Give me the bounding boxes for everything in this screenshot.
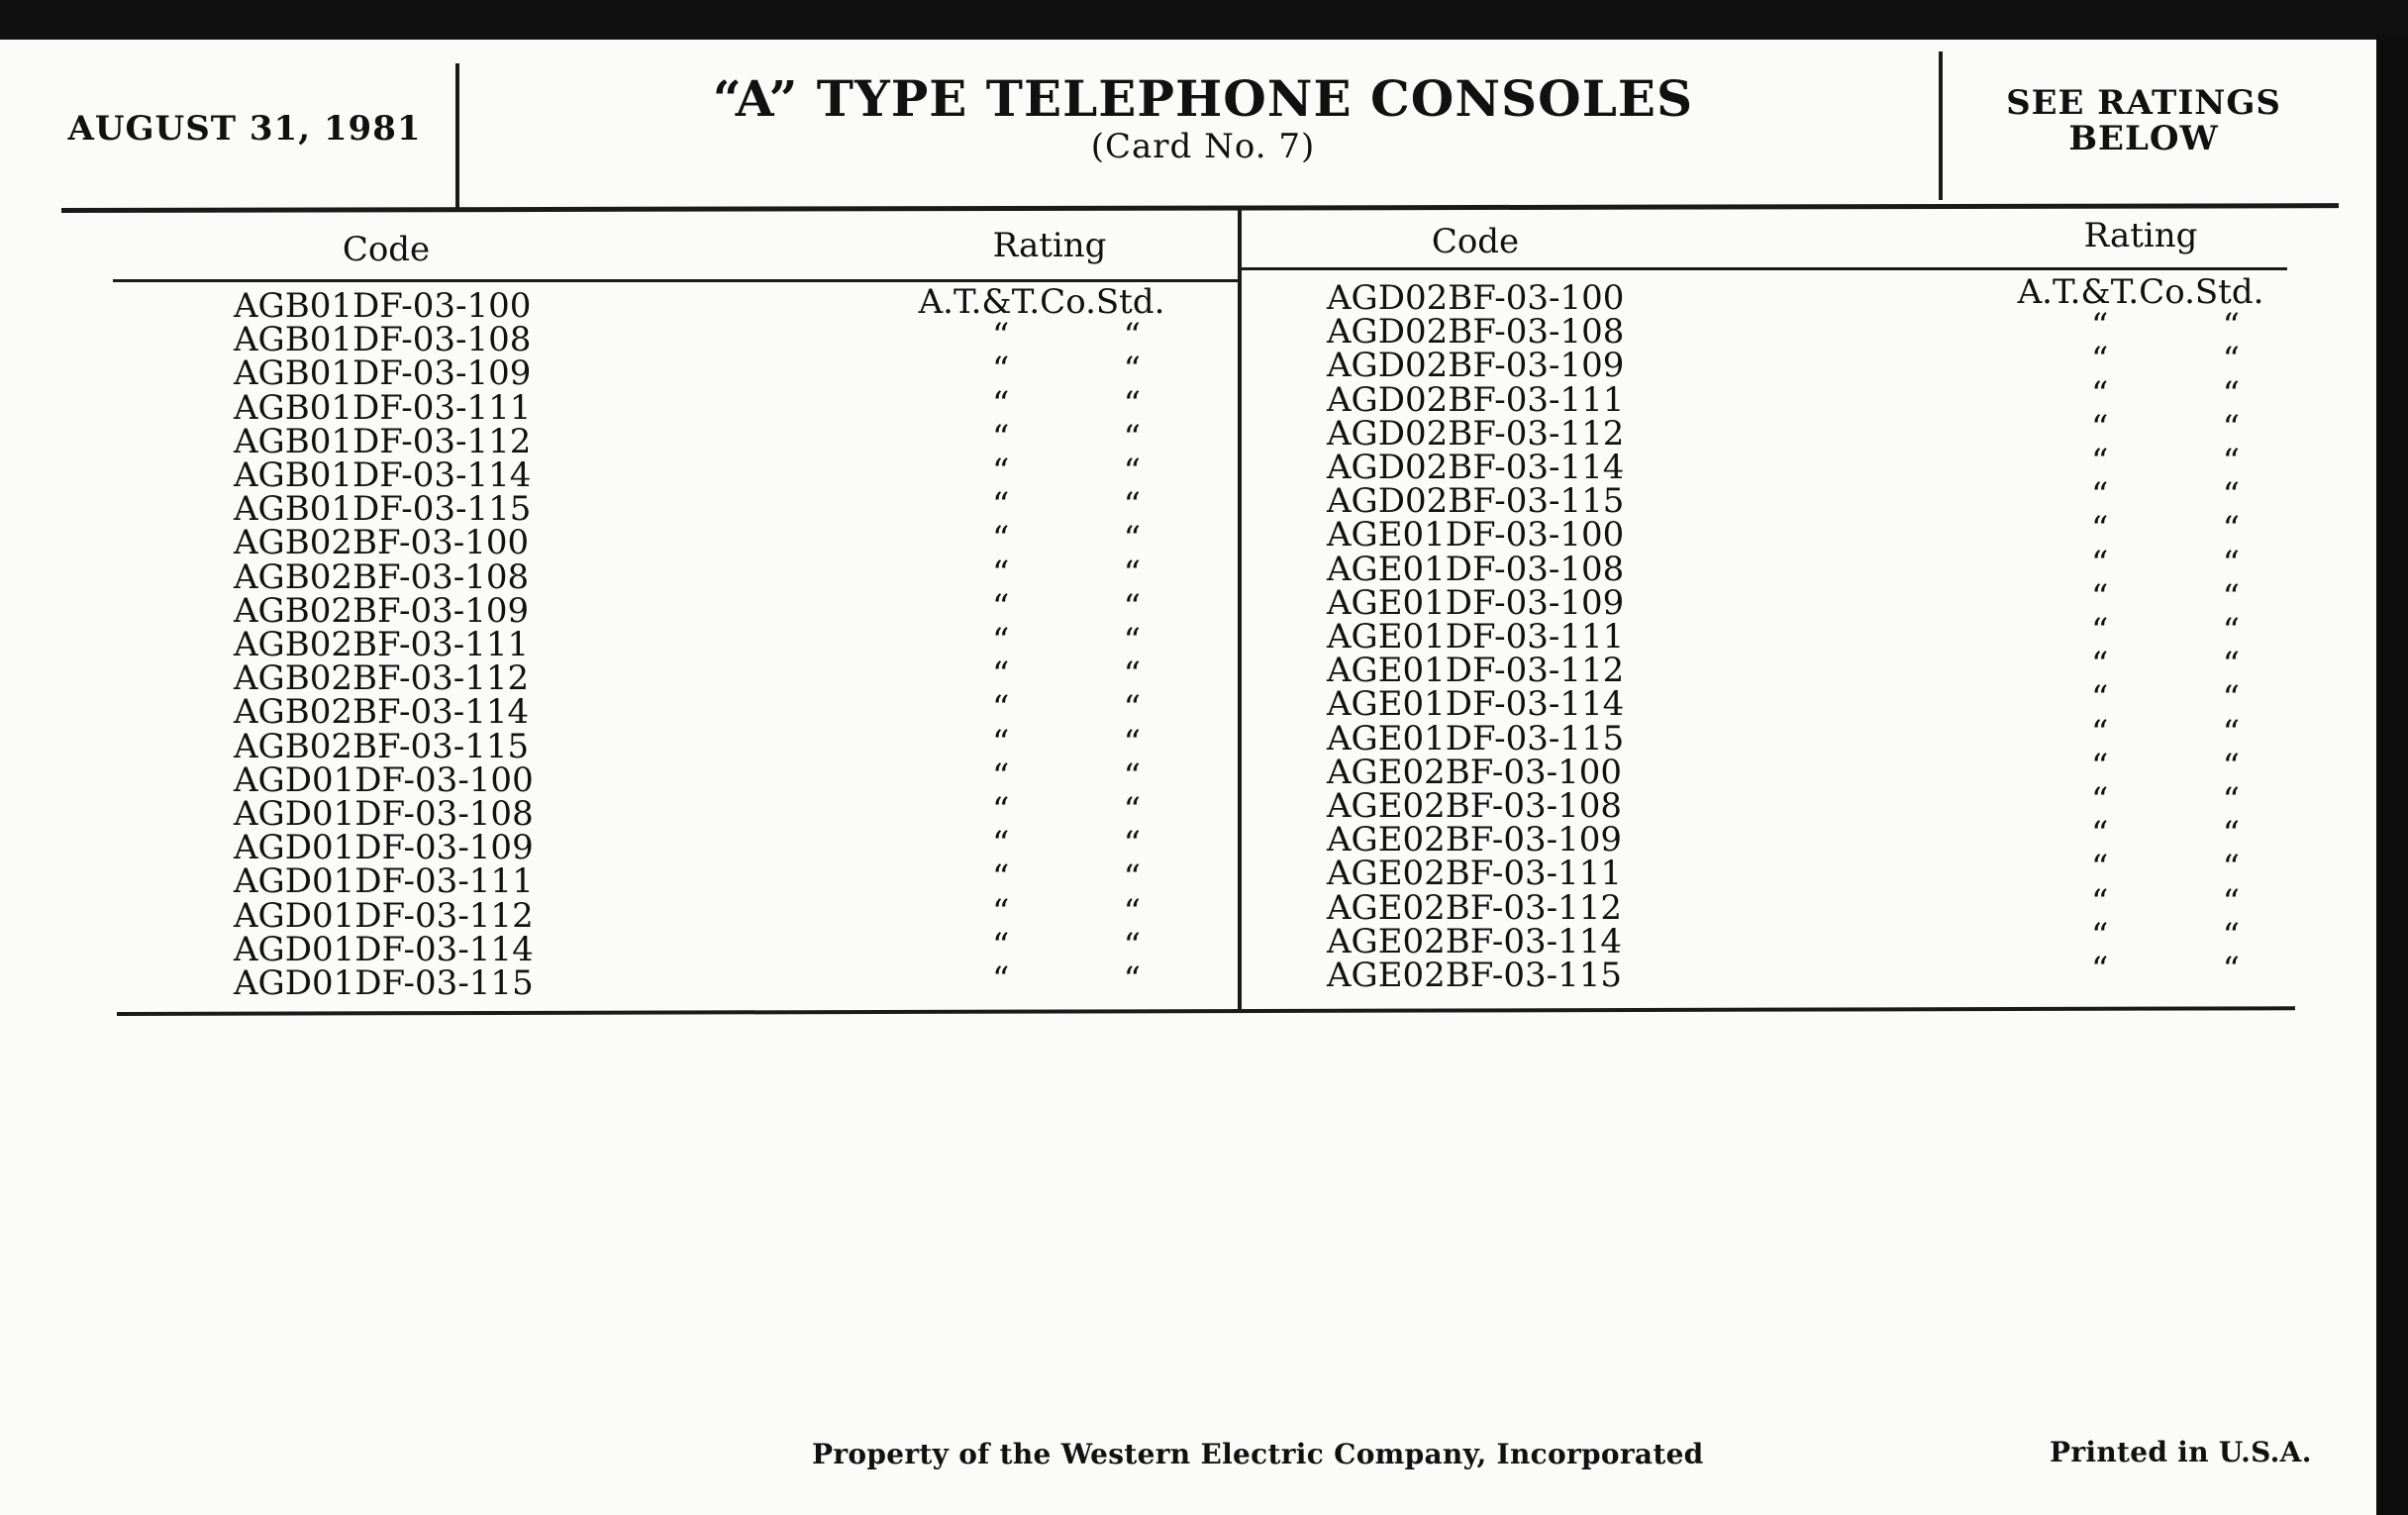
ditto-mark: “ (992, 350, 1010, 390)
table-row-code: AGB01DF-03-100 (234, 286, 532, 326)
ditto-mark: “ (1123, 383, 1141, 424)
ditto-mark: “ (2222, 712, 2240, 753)
ditto-mark: “ (2222, 915, 2240, 956)
table-row-code: AGD01DF-03-109 (234, 828, 534, 868)
table-row-code: AGB02BF-03-108 (234, 556, 530, 597)
ditto-mark: “ (992, 722, 1010, 762)
ditto-mark: “ (2222, 576, 2240, 617)
table-row-code: AGB01DF-03-115 (234, 489, 532, 530)
table-row-code: AGD01DF-03-108 (234, 794, 534, 835)
ditto-mark: “ (1123, 452, 1141, 492)
ditto-mark: “ (2222, 340, 2240, 380)
table-row-code: AGD02BF-03-115 (1327, 481, 1625, 522)
table-row-rating-ditto (2091, 475, 2240, 516)
ditto-mark: “ (1123, 519, 1141, 559)
ditto-mark: “ (1123, 316, 1141, 356)
header-divider-left (455, 63, 459, 212)
table-row-rating-ditto (992, 960, 1141, 1000)
ditto-mark: “ (2091, 780, 2109, 821)
table-row-rating-ditto (2091, 509, 2240, 550)
table-row-rating-ditto (992, 519, 1141, 559)
table-row-rating-ditto (992, 655, 1141, 695)
ditto-mark: “ (2091, 881, 2109, 922)
ditto-mark: “ (2091, 746, 2109, 786)
ditto-mark: “ (2091, 373, 2109, 414)
table-row-code: AGE02BF-03-112 (1327, 887, 1622, 928)
right-code-header: Code (1431, 222, 1520, 261)
ditto-mark: “ (1123, 688, 1141, 729)
table-row-rating-ditto (992, 553, 1141, 593)
table-row-code: AGB01DF-03-111 (234, 387, 532, 428)
table-row-rating-ditto (992, 925, 1141, 965)
table-row-code: AGE01DF-03-100 (1327, 515, 1625, 556)
ditto-mark: “ (992, 586, 1010, 627)
table-row-code: AGD02BF-03-108 (1327, 312, 1625, 353)
table-row-rating-ditto (992, 417, 1141, 457)
ditto-mark: “ (992, 383, 1010, 424)
ditto-mark: “ (992, 960, 1010, 1000)
table-row-code: AGB01DF-03-109 (234, 354, 532, 394)
table-row-rating-ditto (2091, 543, 2240, 583)
ditto-mark: “ (2091, 950, 2109, 990)
table-row-rating-ditto (992, 383, 1141, 424)
table-row-code: AGE02BF-03-100 (1327, 752, 1622, 792)
table-row-code: AGE01DF-03-109 (1327, 582, 1625, 623)
ditto-mark: “ (992, 858, 1010, 898)
table-center-divider (1238, 210, 1242, 1010)
ditto-mark: “ (992, 891, 1010, 932)
ditto-mark: “ (1123, 621, 1141, 661)
table-row-rating-ditto (992, 824, 1141, 864)
ditto-mark: “ (1123, 756, 1141, 796)
ditto-mark: “ (2222, 407, 2240, 448)
ditto-mark: “ (1123, 960, 1141, 1000)
ditto-mark: “ (1123, 553, 1141, 593)
ditto-mark: “ (2091, 475, 2109, 516)
right-header-underline (1240, 267, 2287, 270)
ditto-mark: “ (1123, 891, 1141, 932)
right-rating-list (2017, 272, 2269, 990)
ditto-mark: “ (2222, 509, 2240, 550)
ditto-mark: “ (1123, 858, 1141, 898)
table-row-code: AGE02BF-03-114 (1327, 921, 1622, 961)
table-row-code: AGD01DF-03-100 (234, 759, 534, 800)
ditto-mark: “ (2222, 678, 2240, 719)
ditto-mark: “ (1123, 485, 1141, 526)
table-row-code: AGE01DF-03-112 (1327, 651, 1625, 691)
table-row-rating-ditto (992, 688, 1141, 729)
table-row-rating-ditto (2091, 340, 2240, 380)
ditto-mark: “ (2091, 611, 2109, 652)
table-row-code: AGD01DF-03-111 (234, 861, 534, 902)
table-row-rating-ditto (2091, 780, 2240, 821)
ditto-mark: “ (2091, 814, 2109, 855)
ditto-mark: “ (1123, 417, 1141, 457)
table-row-code: AGD01DF-03-114 (234, 929, 534, 969)
table-row-code: AGB02BF-03-100 (234, 523, 530, 563)
ditto-mark: “ (2222, 611, 2240, 652)
ditto-mark: “ (1123, 790, 1141, 831)
table-row-code: AGE01DF-03-115 (1327, 718, 1625, 758)
card-number: (Card No. 7) (1090, 127, 1316, 166)
ditto-mark: “ (992, 485, 1010, 526)
card-date: AUGUST 31, 1981 (67, 109, 422, 149)
ditto-mark: “ (2222, 442, 2240, 482)
table-row-code: AGB02BF-03-111 (234, 625, 530, 665)
table-row-rating-ditto (992, 586, 1141, 627)
table-row-rating-ditto (992, 621, 1141, 661)
table-row-rating-ditto (2091, 576, 2240, 617)
table-row-rating-ditto (992, 350, 1141, 390)
table-row-rating-ditto (992, 891, 1141, 932)
table-row-code: AGE02BF-03-109 (1327, 820, 1622, 860)
table-row-code: AGB02BF-03-109 (234, 590, 530, 631)
ditto-mark: “ (992, 824, 1010, 864)
ditto-mark: “ (2222, 780, 2240, 821)
table-row-rating-ditto (2091, 814, 2240, 855)
ditto-mark: “ (2091, 306, 2109, 347)
ditto-mark: “ (2091, 915, 2109, 956)
ditto-mark: “ (2222, 848, 2240, 888)
ditto-mark: “ (2091, 340, 2109, 380)
table-row-code: AGB02BF-03-112 (234, 658, 530, 699)
table-row-rating-ditto (992, 790, 1141, 831)
footer-printed: Printed in U.S.A. (2050, 1436, 2312, 1468)
ditto-mark: “ (992, 553, 1010, 593)
ditto-mark: “ (2222, 881, 2240, 922)
ditto-mark: “ (992, 417, 1010, 457)
table-row-rating-ditto (2091, 306, 2240, 347)
ditto-mark: “ (2222, 373, 2240, 414)
table-row-rating-ditto (2091, 881, 2240, 922)
table-row-rating-ditto (2091, 915, 2240, 956)
table-row-code: AGE02BF-03-115 (1327, 956, 1622, 996)
ditto-mark: “ (2091, 848, 2109, 888)
ratings-note (1960, 85, 2327, 156)
ditto-mark: “ (992, 621, 1010, 661)
ditto-mark: “ (2091, 543, 2109, 583)
table-row-code: AGB01DF-03-114 (234, 455, 532, 496)
ditto-mark: “ (2091, 712, 2109, 753)
ditto-mark: “ (2091, 509, 2109, 550)
ditto-mark: “ (2091, 407, 2109, 448)
table-row-rating-ditto (992, 316, 1141, 356)
ditto-mark: “ (1123, 586, 1141, 627)
table-row-code: AGB02BF-03-115 (234, 726, 530, 766)
table-row-code: AGD01DF-03-115 (234, 963, 534, 1004)
table-row-code: AGD02BF-03-114 (1327, 448, 1625, 488)
table-row-rating-ditto (992, 485, 1141, 526)
ditto-mark: “ (2222, 645, 2240, 685)
table-row-code: AGE01DF-03-114 (1327, 684, 1625, 725)
ditto-mark: “ (2091, 576, 2109, 617)
table-row-code: AGD02BF-03-100 (1327, 278, 1625, 318)
ditto-mark: “ (992, 316, 1010, 356)
ditto-mark: “ (2222, 746, 2240, 786)
table-row-rating-ditto (2091, 373, 2240, 414)
table-row-code: AGB02BF-03-114 (234, 692, 530, 733)
right-rating-header: Rating (2083, 216, 2198, 255)
table-row-rating-ditto (2091, 645, 2240, 685)
ditto-mark: “ (2091, 442, 2109, 482)
table-row-rating-ditto (2091, 950, 2240, 990)
table-row-code: AGE01DF-03-111 (1327, 617, 1625, 657)
table-row-rating-ditto (992, 756, 1141, 796)
table-row-code: AGB01DF-03-112 (234, 421, 532, 461)
ditto-mark: “ (1123, 722, 1141, 762)
table-row-rating-ditto (2091, 407, 2240, 448)
ditto-mark: “ (992, 519, 1010, 559)
ditto-mark: “ (992, 790, 1010, 831)
ditto-mark: “ (2222, 306, 2240, 347)
table-row-code: AGE02BF-03-111 (1327, 854, 1622, 894)
table-row-rating-ditto (2091, 712, 2240, 753)
left-rating-list (918, 282, 1170, 1000)
table-row-code: AGD02BF-03-109 (1327, 346, 1625, 386)
table-row-code: AGB01DF-03-108 (234, 320, 532, 360)
ditto-mark: “ (2222, 814, 2240, 855)
ditto-mark: “ (992, 655, 1010, 695)
left-code-header: Code (342, 230, 431, 269)
table-row-rating-ditto (2091, 611, 2240, 652)
ditto-mark: “ (1123, 655, 1141, 695)
table-row-rating-ditto (992, 858, 1141, 898)
table-row-rating-ditto (2091, 678, 2240, 719)
table-row-code: AGD01DF-03-112 (234, 895, 534, 936)
table-row-rating-ditto (2091, 848, 2240, 888)
ditto-mark: “ (1123, 350, 1141, 390)
table-row-code: AGE02BF-03-108 (1327, 786, 1622, 827)
table-row-rating-ditto (2091, 442, 2240, 482)
ditto-mark: “ (2222, 950, 2240, 990)
table-row-code: AGD02BF-03-112 (1327, 413, 1625, 454)
ratings-note-line2: BELOW (2068, 119, 2219, 158)
ditto-mark: “ (992, 756, 1010, 796)
table-row-rating: A.T.&T.Co.Std. (918, 282, 1165, 322)
ditto-mark: “ (2222, 543, 2240, 583)
table-row-code: AGD02BF-03-111 (1327, 379, 1625, 420)
right-code-list (1327, 278, 1625, 996)
ditto-mark: “ (992, 925, 1010, 965)
ditto-mark: “ (992, 688, 1010, 729)
ditto-mark: “ (2091, 678, 2109, 719)
left-code-list (234, 286, 534, 1004)
ditto-mark: “ (2222, 475, 2240, 516)
table-row-rating: A.T.&T.Co.Std. (2017, 272, 2264, 312)
footer-property: Property of the Western Electric Company, Incorporated (812, 1438, 1704, 1470)
table-row-code: AGE01DF-03-108 (1327, 549, 1625, 589)
ratings-note-line1: SEE RATINGS (2006, 83, 2281, 123)
table-row-rating-ditto (2091, 746, 2240, 786)
scan-edge (2376, 34, 2408, 1515)
ditto-mark: “ (992, 452, 1010, 492)
ditto-mark: “ (1123, 824, 1141, 864)
table-row-rating-ditto (992, 722, 1141, 762)
left-rating-header: Rating (992, 226, 1107, 265)
ditto-mark: “ (2091, 645, 2109, 685)
ditto-mark: “ (1123, 925, 1141, 965)
table-row-rating-ditto (992, 452, 1141, 492)
page-title: “A” TYPE TELEPHONE CONSOLES (712, 69, 1694, 128)
